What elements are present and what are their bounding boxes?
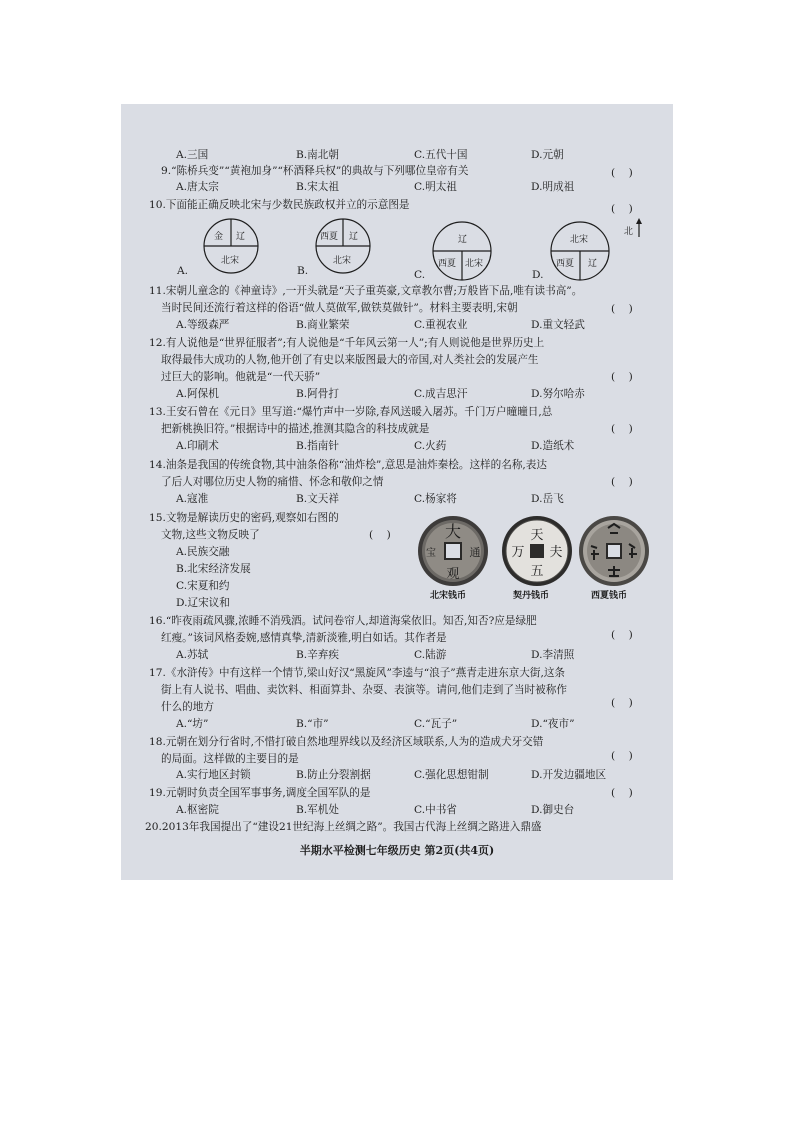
- q10-option-a-letter: A.: [177, 265, 189, 277]
- diagram-a-tl: 金: [214, 232, 224, 242]
- q11-answer-paren: ( ): [611, 303, 633, 315]
- q14-option-a: A.寇准: [176, 493, 209, 505]
- coin2-char-right: 夫: [549, 545, 563, 560]
- q8-option-d: D.元朝: [531, 149, 564, 161]
- q8-option-c: C.五代十国: [414, 149, 468, 161]
- q16-line-1: 16.“昨夜雨疏风骤,浓睡不消残酒。试问卷帘人,却道海棠依旧。知否,知否?应是绿肥: [149, 615, 537, 627]
- page-footer: 半期水平检测七年级历史 第2页(共4页): [299, 844, 495, 857]
- diagram-a-tr: 辽: [236, 232, 246, 242]
- diagram-d-br: 辽: [588, 259, 598, 269]
- q10-diagram-d: [544, 220, 616, 282]
- q19-option-b: B.军机处: [296, 804, 339, 816]
- q13-option-a: A.印刷术: [176, 440, 219, 452]
- q15-answer-paren: ( ): [369, 529, 391, 541]
- q16-option-d: D.李清照: [531, 649, 575, 661]
- q14-answer-paren: ( ): [611, 476, 633, 488]
- q14-option-b: B.文天祥: [296, 493, 339, 505]
- q12-option-c: C.成吉思汗: [414, 388, 468, 400]
- diagram-d-top: 北宋: [570, 235, 589, 245]
- q11-option-b: B.商业繁荣: [296, 319, 350, 331]
- q9-option-c: C.明太祖: [414, 181, 457, 193]
- q18-answer-paren: ( ): [611, 750, 633, 762]
- q11-option-a: A.等级森严: [176, 319, 230, 331]
- western-xia-coin-label: 西夏钱币: [591, 591, 628, 601]
- q17-answer-paren: ( ): [611, 697, 633, 709]
- coin1-char-bottom: 观: [446, 567, 460, 582]
- q19-option-c: C.中书省: [414, 804, 457, 816]
- coin1-char-left: 宝: [426, 548, 436, 559]
- q20-line-1: 20.2013年我国提出了“建设21世纪海上丝绸之路”。我国古代海上丝绸之路进入鼎盛: [145, 821, 542, 833]
- q13-option-d: D.造纸术: [531, 440, 575, 452]
- khitan-coin-image: [500, 514, 574, 588]
- q14-option-c: C.杨家将: [414, 493, 457, 505]
- q11-line-2: 当时民间还流行着这样的俗语“做人莫做军,做铁莫做针”。材料主要表明,宋朝: [161, 302, 518, 314]
- q14-option-d: D.岳飞: [531, 493, 564, 505]
- q18-line-2: 的局面。这样做的主要目的是: [161, 753, 299, 765]
- q12-option-a: A.阿保机: [176, 388, 219, 400]
- q17-line-3: 什么的地方: [161, 701, 214, 713]
- q8-option-a: A.三国: [176, 149, 209, 161]
- khitan-coin-label: 契丹钱币: [513, 591, 550, 601]
- q12-line-2: 取得最伟大成功的人物,他开创了有史以来版图最大的帝国,对人类社会的发展产生: [161, 354, 539, 366]
- northern-song-coin-image: [416, 514, 490, 588]
- q17-option-d: D.“夜市”: [531, 718, 575, 730]
- q15-line-1: 15.文物是解读历史的密码,观察如右图的: [149, 512, 339, 524]
- diagram-b-bottom: 北宋: [333, 256, 352, 266]
- q13-option-b: B.指南针: [296, 440, 339, 452]
- q18-option-a: A.实行地区封锁: [176, 769, 251, 781]
- diagram-a-bottom: 北宋: [221, 256, 240, 266]
- coin2-char-bottom: 五: [530, 564, 544, 579]
- q10-diagram-a: [197, 217, 265, 275]
- q17-option-c: C.“瓦子”: [414, 718, 458, 730]
- q8-option-b: B.南北朝: [296, 149, 339, 161]
- diagram-c-top: 辽: [458, 235, 468, 245]
- q16-option-a: A.苏轼: [176, 649, 209, 661]
- q14-line-1: 14.油条是我国的传统食物,其中油条俗称“油炸桧”,意思是油炸秦桧。这样的名称,表达: [149, 459, 547, 471]
- q13-option-c: C.火药: [414, 440, 447, 452]
- q19-option-d: D.御史台: [531, 804, 575, 816]
- q16-option-c: C.陆游: [414, 649, 447, 661]
- q15-option-d: D.辽宋议和: [176, 597, 230, 609]
- q12-line-3: 过巨大的影响。他就是“一代天骄”: [161, 371, 321, 383]
- diagram-b-tl: 西夏: [320, 232, 339, 242]
- exam-page: [121, 104, 673, 880]
- q9-stem: 9.“陈桥兵变”“黄袍加身”“杯酒释兵权”的典故与下列哪位皇帝有关: [161, 165, 469, 177]
- q18-option-b: B.防止分裂割据: [296, 769, 371, 781]
- q10-option-b-letter: B.: [297, 265, 309, 277]
- coin1-char-top: 大: [444, 522, 462, 541]
- north-arrow-label: 北: [624, 227, 634, 237]
- q16-answer-paren: ( ): [611, 629, 633, 641]
- q10-diagram-c: [426, 220, 498, 282]
- diagram-c-br: 北宋: [465, 259, 484, 269]
- q12-line-1: 12.有人说他是“世界征服者”;有人说他是“千年风云第一人”;有人则说他是世界历史上: [149, 337, 545, 349]
- q16-line-2: 红瘦。”该词风格委婉,感情真挚,清新淡雅,明白如话。其作者是: [161, 632, 447, 644]
- north-arrow-icon: [635, 218, 643, 238]
- q9-option-a: A.唐太宗: [176, 181, 219, 193]
- q17-line-1: 17.《水浒传》中有这样一个情节,梁山好汉“黑旋风”李逵与“浪子”燕青走进东京大街,这条: [149, 667, 566, 679]
- q12-answer-paren: ( ): [611, 371, 633, 383]
- q17-line-2: 街上有人说书、唱曲、卖饮料、相面算卦、杂耍、表演等。请问,他们走到了当时被称作: [161, 684, 567, 696]
- q15-option-c: C.宋夏和约: [176, 580, 230, 592]
- q19-line-1: 19.元朝时负责全国军事事务,调度全国军队的是: [149, 787, 371, 799]
- q13-line-1: 13.王安石曾在《元日》里写道:“爆竹声中一岁除,春风送暖入屠苏。千门万户曈曈日,总: [149, 406, 553, 418]
- q18-line-1: 18.元朝在划分行省时,不惜打破自然地理界线以及经济区域联系,人为的造成犬牙交错: [149, 736, 544, 748]
- q15-option-b: B.北宋经济发展: [176, 563, 251, 575]
- coin2-char-top: 天: [530, 528, 544, 543]
- q15-line-2: 文物,这些文物反映了: [161, 529, 260, 541]
- q14-line-2: 了后人对哪位历史人物的痛惜、怀念和敬仰之情: [161, 476, 384, 488]
- q9-option-b: B.宋太祖: [296, 181, 339, 193]
- q17-option-a: A.“坊”: [176, 718, 209, 730]
- q18-option-c: C.强化思想钳制: [414, 769, 489, 781]
- q15-option-a: A.民族交融: [176, 546, 230, 558]
- q19-option-a: A.枢密院: [176, 804, 219, 816]
- q10-diagram-b: [309, 217, 377, 275]
- diagram-d-bl: 西夏: [556, 259, 575, 269]
- q10-option-c-letter: C.: [414, 269, 426, 281]
- q16-option-b: B.辛弃疾: [296, 649, 339, 661]
- q10-answer-paren: ( ): [611, 203, 633, 215]
- q11-option-d: D.重文轻武: [531, 319, 585, 331]
- q13-line-2: 把新桃换旧符。”根据诗中的描述,推测其隐含的科技成就是: [161, 423, 430, 435]
- q13-answer-paren: ( ): [611, 423, 633, 435]
- q10-option-d-letter: D.: [532, 269, 544, 281]
- q12-option-d: D.努尔哈赤: [531, 388, 585, 400]
- q10-stem: 10.下面能正确反映北宋与少数民族政权并立的示意图是: [149, 199, 410, 211]
- diagram-b-tr: 辽: [349, 232, 359, 242]
- q9-answer-paren: ( ): [611, 167, 633, 179]
- northern-song-coin-label: 北宋钱币: [430, 591, 467, 601]
- q17-option-b: B.“市”: [296, 718, 329, 730]
- coin2-char-left: 万: [511, 545, 525, 560]
- diagram-c-bl: 西夏: [438, 259, 457, 269]
- western-xia-coin-image: [577, 514, 651, 588]
- q18-option-d: D.开发边疆地区: [531, 769, 607, 781]
- coin1-char-right: 通: [469, 546, 481, 559]
- q12-option-b: B.阿骨打: [296, 388, 339, 400]
- q11-line-1: 11.宋朝儿童念的《神童诗》,一开头就是“天子重英豪,文章教尔曹;万般皆下品,唯有读书高”。: [149, 285, 583, 297]
- q19-answer-paren: ( ): [611, 787, 633, 799]
- q11-option-c: C.重视农业: [414, 319, 468, 331]
- q9-option-d: D.明成祖: [531, 181, 575, 193]
